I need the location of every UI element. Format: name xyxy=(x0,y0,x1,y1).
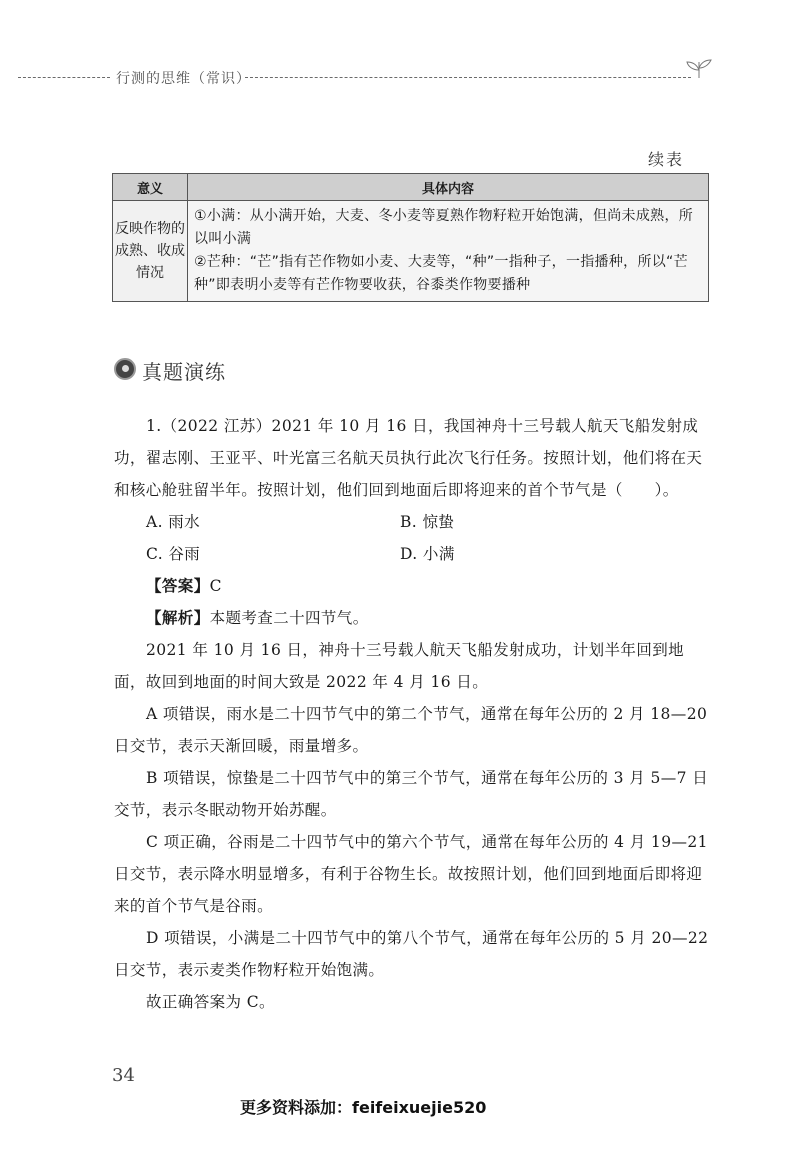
answer-label: 【答案】 xyxy=(146,576,210,595)
header-title: 行测的思维（常识） xyxy=(116,71,251,87)
leaf-icon xyxy=(684,58,714,80)
header-content: 具体内容 xyxy=(188,174,709,201)
analysis-paragraph: A 项错误，雨水是二十四节气中的第二个节气，通常在每年公历的 2 月 18—20 日交节，表示天渐回暖，雨量增多。 xyxy=(114,705,708,755)
question-block xyxy=(114,410,710,1018)
footer-contact-text: 更多资料添加：feifeixuejie520 xyxy=(240,1098,487,1117)
analysis-label: 【解析】 xyxy=(146,608,210,627)
question-stem: 1.（2022 江苏）2021 年 10 月 16 日，我国神舟十三号载人航天飞船发射成功，翟志刚、王亚平、叶光富三名航天员执行此次飞行任务。按照计划，他们将在天和核心舱驻留半年。按照计划，他们回到地面后即将迎来的首个节气是（ ）。 xyxy=(114,417,703,499)
header-divider-right xyxy=(245,77,691,78)
option-d: D. 小满 xyxy=(400,545,455,563)
content-item-xiaoman: ①小满：从小满开始，大麦、冬小麦等夏熟作物籽粒开始饱满，但尚未成熟，所以叫小满 xyxy=(194,208,694,247)
option-b: B. 惊蛰 xyxy=(400,513,455,531)
analysis-paragraph: C 项正确，谷雨是二十四节气中的第六个节气，通常在每年公历的 4 月 19—21 日交节，表示降水明显增多，有利于谷物生长。故按照计划，他们回到地面后即将迎来的首个节气是谷雨。 xyxy=(114,833,708,915)
content-item-mangzhong: ②芒种：“芒”指有芒作物如小麦、大麦等，“种”一指种子，一指播种，所以“芒种”即表明小麦等有芒作物要收获，谷黍类作物要播种 xyxy=(194,254,688,293)
conclusion: 故正确答案为 C。 xyxy=(146,993,275,1011)
page-number: 34 xyxy=(112,1065,135,1086)
option-a: A. 雨水 xyxy=(146,513,201,531)
analysis-paragraph: 2021 年 10 月 16 日，神舟十三号载人航天飞船发射成功，计划半年回到地面，故回到地面的时间大致是 2022 年 4 月 16 日。 xyxy=(114,641,685,691)
analysis-intro: 本题考查二十四节气。 xyxy=(209,609,369,627)
analysis-paragraph: B 项错误，惊蛰是二十四节气中的第三个节气，通常在每年公历的 3 月 5—7 日交节，表示冬眠动物开始苏醒。 xyxy=(114,769,709,819)
analysis-line xyxy=(114,602,710,634)
answer-options xyxy=(114,506,710,570)
continued-table-label: 续表 xyxy=(648,150,685,169)
option-c: C. 谷雨 xyxy=(146,545,201,563)
section-badge-icon xyxy=(114,358,136,380)
answer-line xyxy=(114,570,710,602)
solar-terms-table xyxy=(112,173,709,302)
table-header-row xyxy=(113,174,709,201)
section-title: 真题演练 xyxy=(142,360,226,384)
table-row xyxy=(113,201,709,302)
header-divider-left xyxy=(18,77,110,78)
analysis-paragraph: D 项错误，小满是二十四节气中的第八个节气，通常在每年公历的 5 月 20—22 日交节，表示麦类作物籽粒开始饱满。 xyxy=(114,929,709,979)
running-header xyxy=(0,66,720,90)
cell-content xyxy=(188,201,709,302)
header-meaning: 意义 xyxy=(113,174,188,201)
answer-value: C xyxy=(209,577,222,595)
cell-meaning: 反映作物的成熟、收成情况 xyxy=(113,201,188,302)
